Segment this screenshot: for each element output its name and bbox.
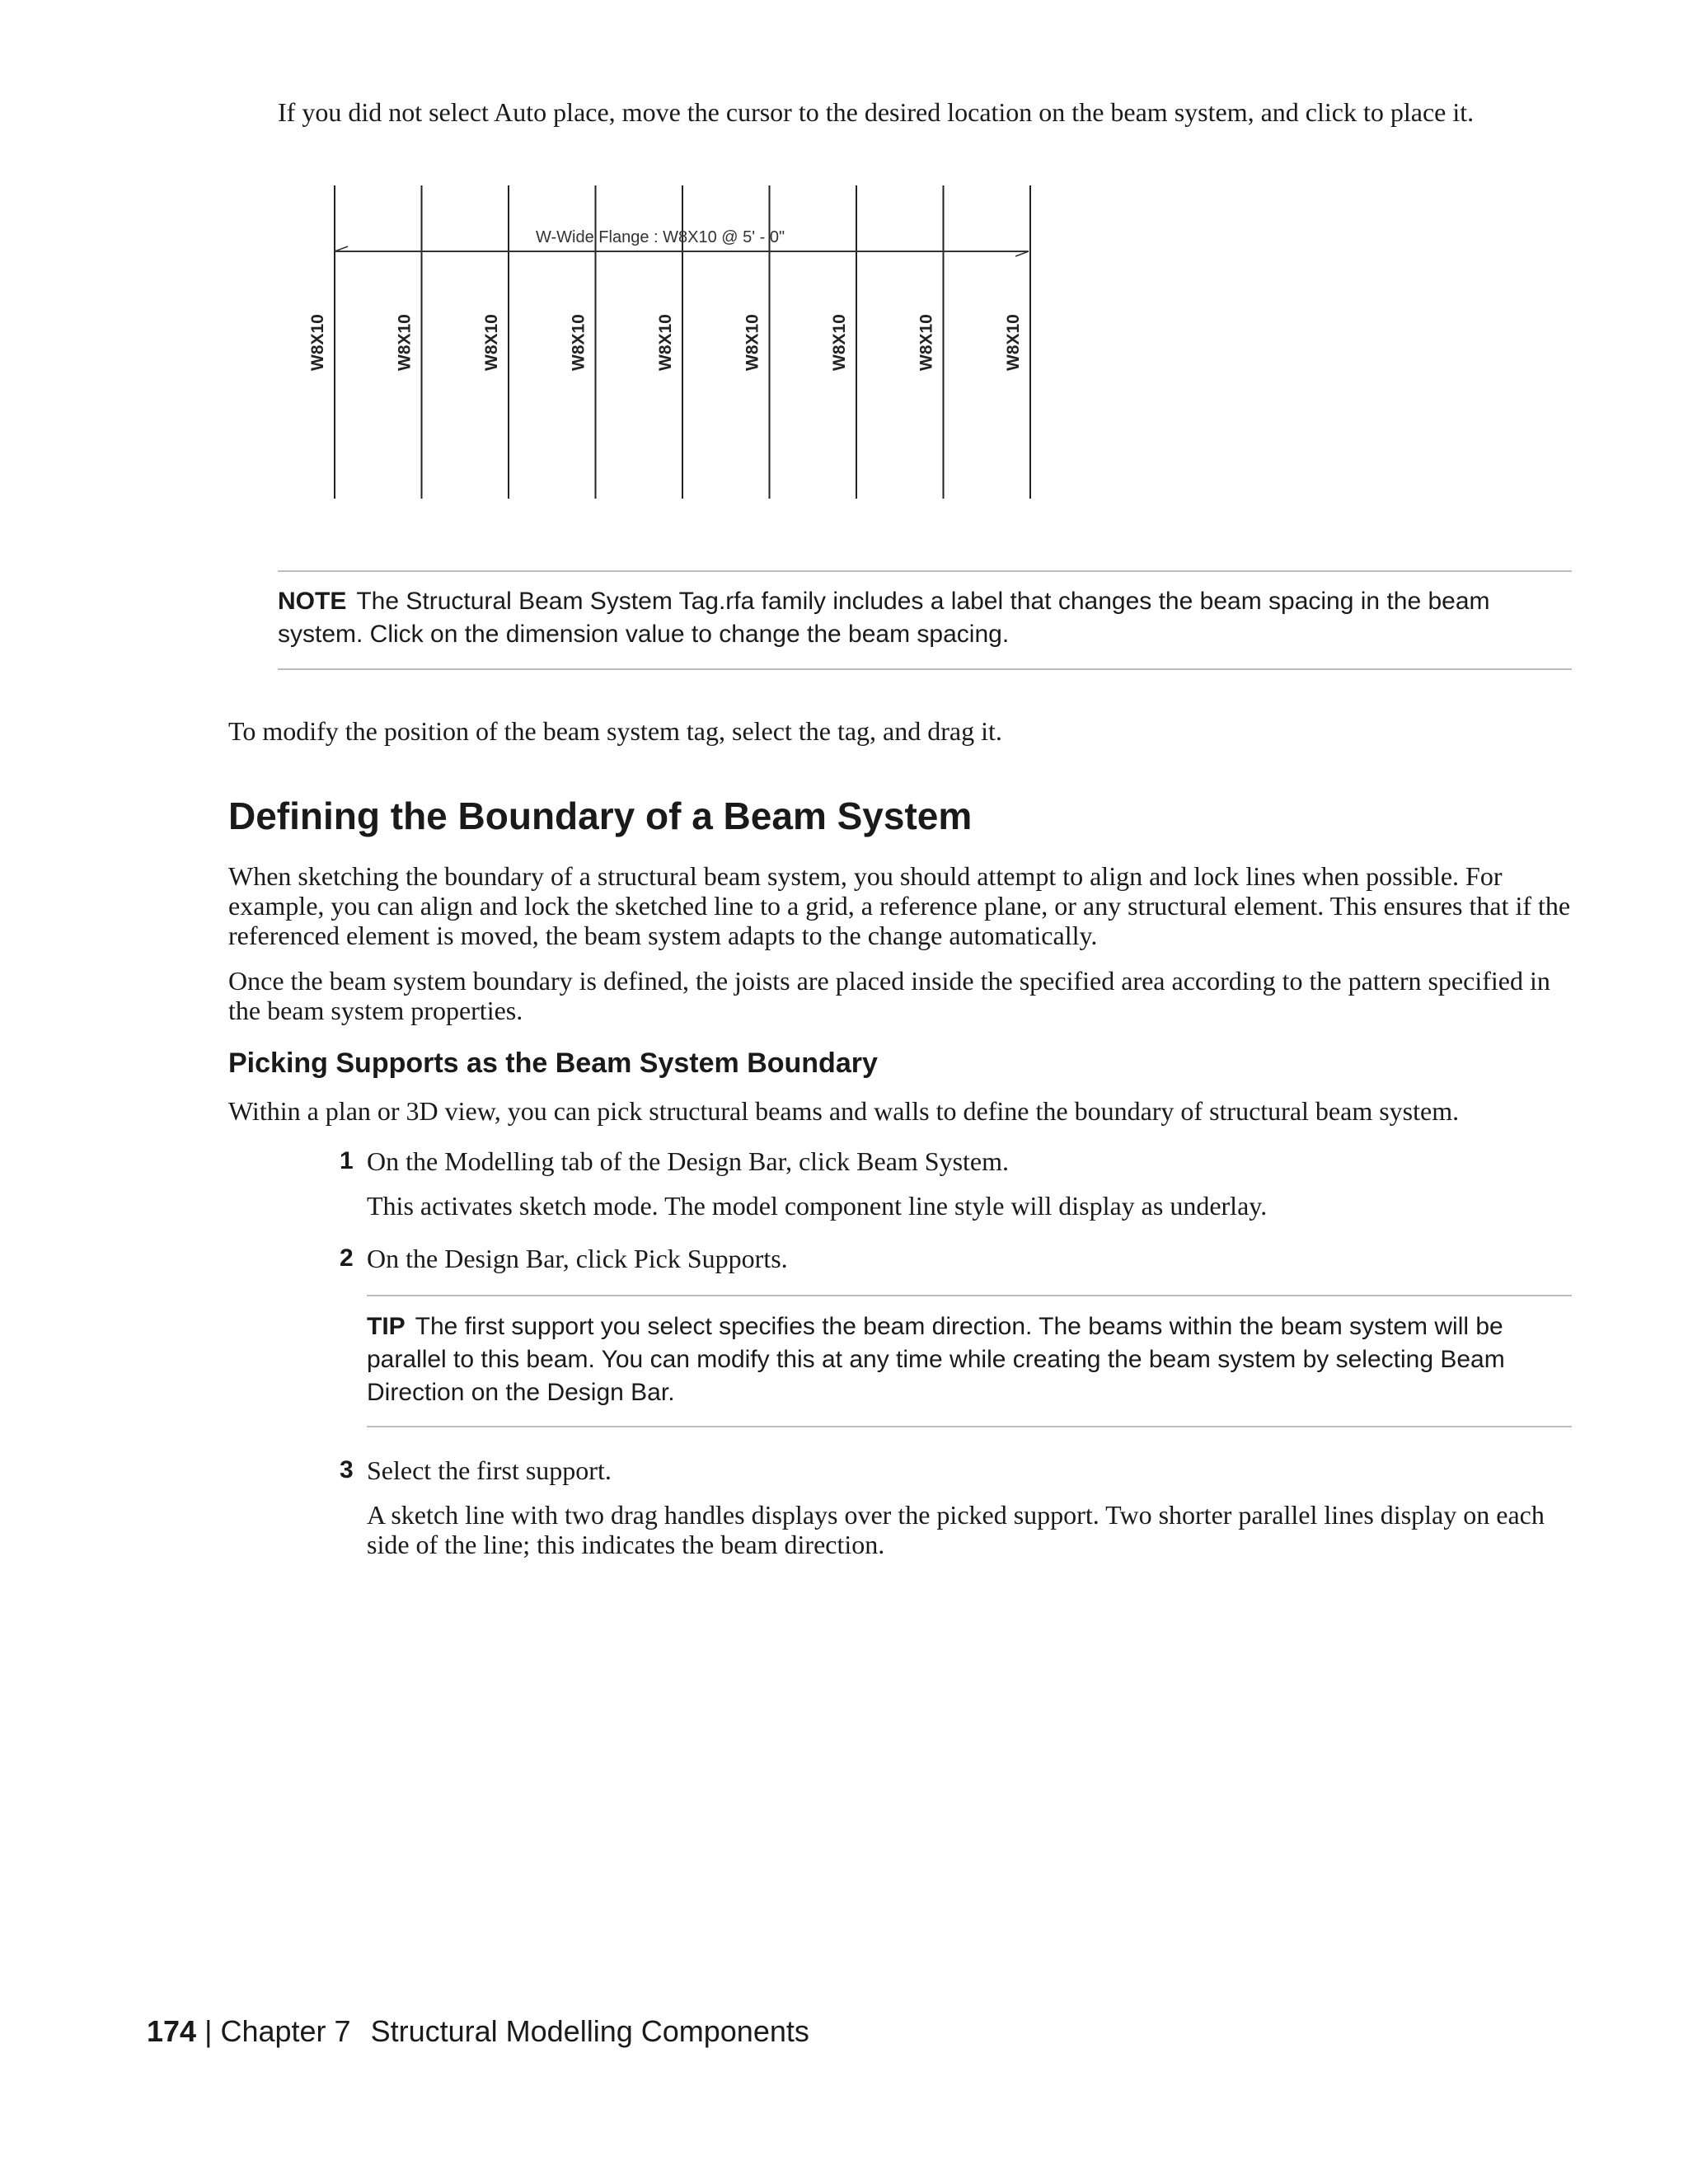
note-label: NOTE: [278, 588, 347, 615]
note-bottom-rule: [278, 668, 1572, 670]
tip-box: [367, 1310, 1572, 1409]
step-3-number: 3: [340, 1456, 354, 1483]
chapter-title: Structural Modelling Components: [370, 2014, 809, 2048]
step-2-number: 2: [340, 1244, 354, 1272]
note-box: [278, 585, 1572, 651]
note-top-rule: [278, 570, 1572, 572]
step-3-detail: A sketch line with two drag handles displays over the picked support. Two shorter parallel lines display on each side of the line; this indicates the beam direction.: [367, 1500, 1545, 1559]
modify-paragraph: To modify the position of the beam system tag, select the tag, and drag it.: [228, 716, 1002, 746]
section-paragraph-1: When sketching the boundary of a structural beam system, you should attempt to align and lock lines when possible. For example, you can align and lock the sketched line to a grid, a reference plane, or any structural element. This ensures that if the referenced element is moved, the beam system adapts to the change automatically.: [228, 861, 1571, 950]
beam-label: W8X10: [569, 314, 588, 371]
footer-separator: |: [204, 2014, 213, 2048]
subsection-heading: Picking Supports as the Beam System Boundary: [228, 1047, 878, 1079]
note-text: The Structural Beam System Tag.rfa family includes a label that changes the beam spacing in the beam system. Click on the dimension value to change the beam spacing.: [278, 588, 1490, 648]
intro-paragraph: If you did not select Auto place, move the cursor to the desired location on the beam system, and click to place it.: [278, 97, 1475, 127]
step-2-text: On the Design Bar, click Pick Supports.: [367, 1244, 788, 1273]
chapter-number: Chapter 7: [220, 2014, 351, 2048]
section-paragraph-2: Once the beam system boundary is defined, the joists are placed inside the specified area according to the pattern specified in the beam system properties.: [228, 966, 1550, 1025]
page-number: 174: [147, 2014, 197, 2048]
beam-label: W8X10: [743, 314, 762, 371]
page-footer: [147, 2013, 809, 2050]
beam-system-tag: W-Wide Flange : W8X10 @ 5' - 0": [536, 228, 785, 246]
step-1-detail: This activates sketch mode. The model component line style will display as underlay.: [367, 1191, 1268, 1221]
beam-label: W8X10: [656, 314, 675, 371]
tip-text: The first support you select specifies the beam direction. The beams within the beam system will be parallel to this beam. You can modify this at any time while creating the beam system by selecting Beam Direction on the Design Bar.: [367, 1313, 1505, 1406]
step-3-text: Select the first support.: [367, 1455, 612, 1485]
subsection-intro: Within a plan or 3D view, you can pick structural beams and walls to define the boundary of structural beam system.: [228, 1096, 1460, 1126]
section-heading: Defining the Boundary of a Beam System: [228, 794, 973, 837]
beam-label: W8X10: [482, 314, 501, 371]
step-1-number: 1: [340, 1147, 354, 1174]
beam-label: W8X10: [395, 314, 415, 371]
beam-labels: [308, 314, 1023, 371]
beam-label: W8X10: [308, 314, 327, 371]
tip-bottom-rule: [367, 1426, 1572, 1427]
beam-label: W8X10: [830, 314, 849, 371]
beam-label: W8X10: [917, 314, 936, 371]
tip-top-rule: [367, 1295, 1572, 1296]
tip-label: TIP: [367, 1313, 406, 1340]
step-1-text: On the Modelling tab of the Design Bar, click Beam System.: [367, 1146, 1010, 1176]
beam-label: W8X10: [1004, 314, 1023, 371]
beam-system-diagram: [297, 177, 1039, 507]
